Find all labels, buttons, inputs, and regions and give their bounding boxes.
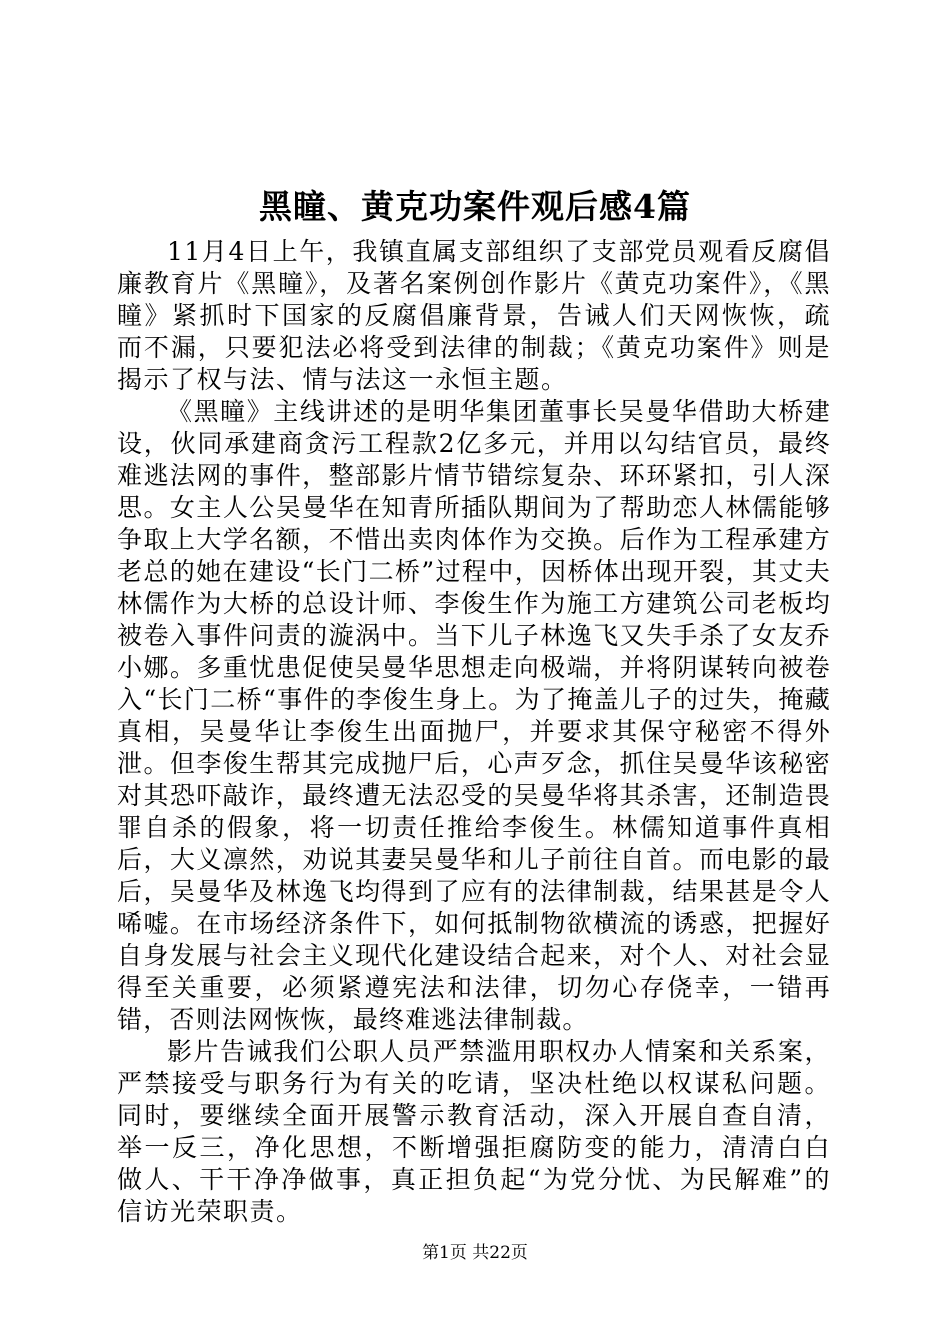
paragraph-conclusion: 影片告诫我们公职人员严禁滥用职权办人情案和关系案，严禁接受与职务行为有关的吃请，坚决杜绝以权谋私问题。同时，要继续全面开展警示教育活动，深入开展自查自清，举一反三，净化思想，不断增强拒腐防变的能力，清清白白做人、干干净净做事，真正担负起“为党分忧、为民解难”的信访光荣职责。: [117, 1037, 831, 1226]
document-title: 黑瞳、黄克功案件观后感4篇: [259, 187, 691, 226]
paragraph-intro: 11月4日上午，我镇直属支部组织了支部党员观看反腐倡廉教育片《黑瞳》，及著名案例创作影片《黄克功案件》，《黑瞳》紧抓时下国家的反腐倡廉背景，告诫人们天网恢恢，疏而不漏，只要犯法必将受到法律的制裁；《黄克功案件》则是揭示了权与法、情与法这一永恒主题。: [117, 237, 831, 394]
document-body: [117, 236, 831, 1228]
page-number-footer: 第1页 共22页: [422, 1243, 528, 1263]
paragraph-plot-summary: 《黑瞳》主线讲述的是明华集团董事长吴曼华借助大桥建设，伙同承建商贪污工程款2亿多元，并用以勾结官员，最终难逃法网的事件，整部影片情节错综复杂、环环紧扣，引人深思。女主人公吴曼华在知青所插队期间为了帮助恋人林儒能够争取上大学名额，不惜出卖肉体作为交换。后作为工程承建方老总的她在建设“长门二桥”过程中，因桥体出现开裂，其丈夫林儒作为大桥的总设计师、李俊生作为施工方建筑公司老板均被卷入事件问责的漩涡中。当下儿子林逸飞又失手杀了女友乔小娜。多重忧患促使吴曼华思想走向极端，并将阴谋转向被卷入“长门二桥“事件的李俊生身上。为了掩盖儿子的过失，掩藏真相，吴曼华让李俊生出面抛尸，并要求其保守秘密不得外泄。但李俊生帮其完成抛尸后，心声歹念，抓住吴曼华该秘密对其恐吓敲诈，最终遭无法忍受的吴曼华将其杀害，还制造畏罪自杀的假象，将一切责任推给李俊生。林儒知道事件真相后，大义凛然，劝说其妻吴曼华和儿子前往自首。而电影的最后，吴曼华及林逸飞均得到了应有的法律制裁，结果甚是令人唏嘘。在市场经济条件下，如何抵制物欲横流的诱惑，把握好自身发展与社会主义现代化建设结合起来，对个人、对社会显得至关重要，必须紧遵宪法和法律，切勿心存侥幸，一错再错，否则法网恢恢，最终难逃法律制裁。: [117, 397, 831, 1034]
